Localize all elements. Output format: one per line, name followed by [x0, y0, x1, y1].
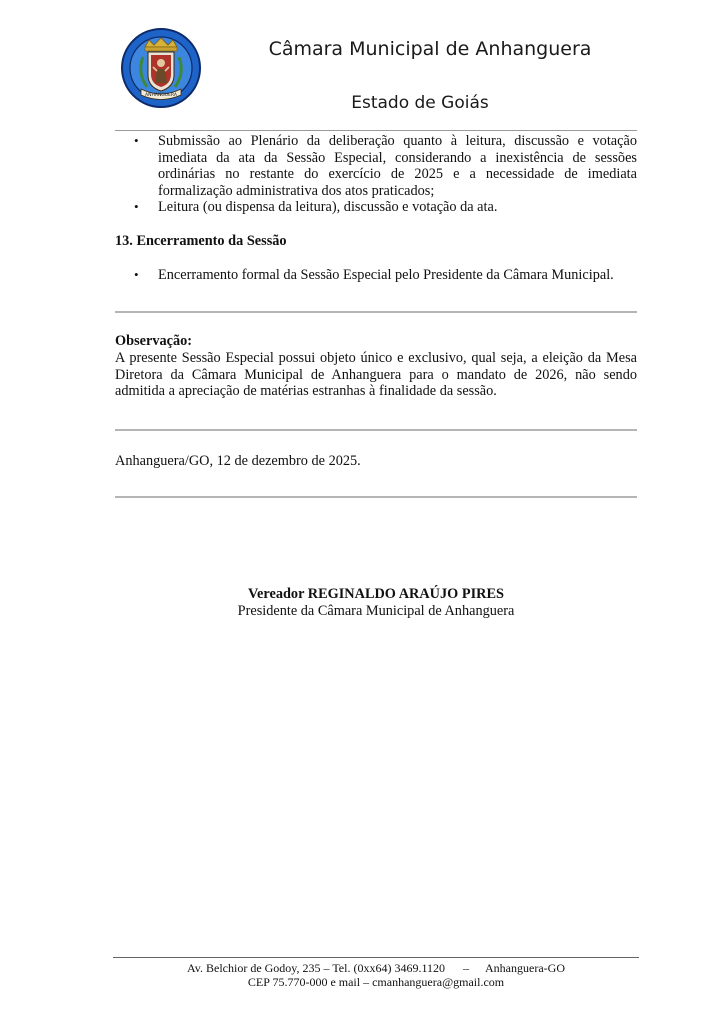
divider [115, 429, 637, 431]
list-item: • Leitura (ou dispensa da leitura), discussão e votação da ata. [115, 199, 637, 216]
page-subtitle: Estado de Goiás [351, 93, 489, 113]
page-title: Câmara Municipal de Anhanguera [268, 38, 592, 60]
observation-heading: Observação: [115, 333, 193, 349]
signatory-name [115, 586, 637, 603]
footer-separator: – [463, 961, 470, 975]
seal-banner-text: ANHANGUERA [145, 93, 177, 98]
divider [115, 311, 637, 313]
signatory-full-name: REGINALDO ARAÚJO PIRES [307, 586, 504, 602]
section-12-items [115, 133, 637, 216]
footer-address: Av. Belchior de Godoy, 235 – Tel. (0xx64) 3469.1120 [187, 961, 446, 975]
divider [115, 496, 637, 498]
place-date: Anhanguera/GO, 12 de dezembro de 2025. [115, 453, 361, 469]
header-divider [115, 130, 637, 131]
list-item: • Submissão ao Plenário da deliberação quanto à leitura, discussão e votação imediata da ata da Sessão Especial, considerando a inexistência de sessões ordinárias no restante do exercício de 2025 e a necessidade de imediata formalização administrativa dos atos praticados; [115, 133, 637, 199]
footer-contact: CEP 75.770-000 e mail – cmanhanguera@gmail.com [247, 975, 505, 989]
footer-city: Anhanguera-GO [485, 961, 565, 975]
observation-text: A presente Sessão Especial possui objeto único e exclusivo, qual seja, a eleição da Mesa Diretora da Câmara Municipal de Anhanguera para o mandato de 2026, não sendo admitida a apreciação de matérias estranhas à finalidade da sessão. [115, 350, 637, 400]
signatory-role: Presidente da Câmara Municipal de Anhanguera [237, 603, 515, 619]
signature-block [115, 586, 637, 620]
footer-divider [113, 957, 639, 958]
section-13-heading: 13. Encerramento da Sessão [115, 233, 287, 249]
section-13-items [115, 267, 637, 284]
signatory-prefix: Vereador [248, 586, 305, 602]
list-item: • Encerramento formal da Sessão Especial pelo Presidente da Câmara Municipal. [115, 267, 637, 284]
footer [113, 961, 639, 989]
municipal-seal [121, 27, 201, 109]
